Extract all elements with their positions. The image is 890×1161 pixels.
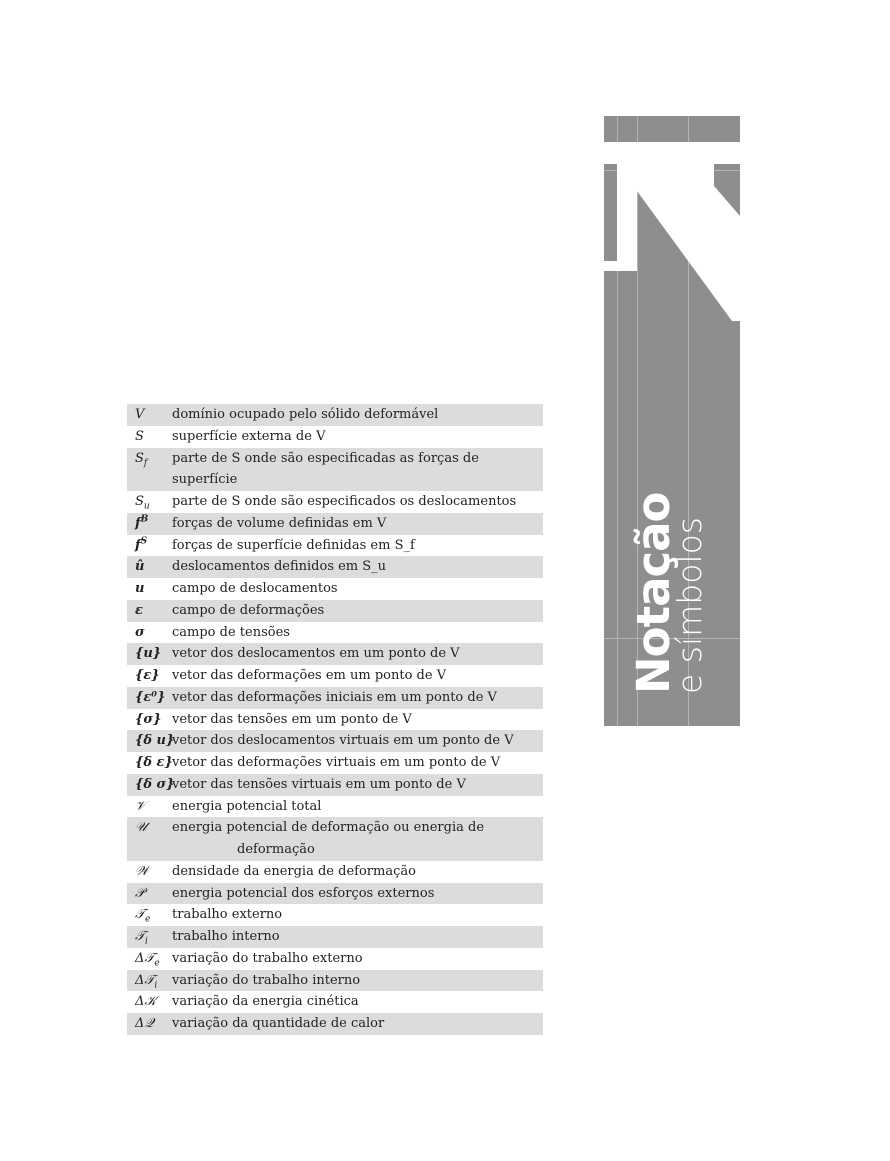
notation-description xyxy=(172,600,543,622)
symbol-subscript: u xyxy=(143,501,150,512)
description-text: vetor das deformações em um ponto de V xyxy=(172,668,447,683)
notation-row xyxy=(127,796,543,818)
description-text: campo de tensões xyxy=(172,624,290,640)
notation-description xyxy=(172,948,543,970)
description-text: parte de S onde são especificados os deslocamentos xyxy=(172,494,517,509)
symbol-base: {ε⁰} xyxy=(135,689,166,705)
notation-table xyxy=(127,404,543,1035)
description-text: vetor das tensões em um ponto de V xyxy=(172,711,412,727)
notation-description xyxy=(172,730,543,752)
symbol-subscript: i xyxy=(154,980,158,991)
notation-row xyxy=(127,1013,543,1035)
notation-row xyxy=(127,643,543,665)
notation-symbol xyxy=(127,643,172,665)
description-text: trabalho externo xyxy=(172,907,283,923)
symbol-superscript: B xyxy=(140,514,149,525)
description-text: parte de S onde são especificadas as forças de superfície xyxy=(172,450,479,488)
symbol-base: f xyxy=(135,537,141,553)
notation-symbol xyxy=(127,926,172,948)
notation-row xyxy=(127,861,543,883)
notation-row xyxy=(127,752,543,774)
symbol-base: Δ𝒯 xyxy=(135,950,155,966)
description-text: variação da quantidade de calor xyxy=(172,1016,385,1031)
description-text: variação do trabalho externo xyxy=(172,950,363,966)
symbol-base: S xyxy=(135,428,144,444)
notation-description xyxy=(172,883,543,905)
notation-row xyxy=(127,687,543,709)
notation-row xyxy=(127,556,543,578)
symbol-base: 𝒲 xyxy=(135,863,149,879)
notation-description xyxy=(172,513,543,535)
notation-row xyxy=(127,535,543,557)
symbol-base: u xyxy=(135,581,145,596)
description-text: vetor das deformações virtuais em um ponto de V xyxy=(172,755,501,770)
notation-row xyxy=(127,904,543,926)
notation-description xyxy=(172,752,543,774)
notation-description xyxy=(172,991,543,1013)
notation-row xyxy=(127,448,543,492)
notation-symbol xyxy=(127,556,172,578)
notation-symbol xyxy=(127,535,172,557)
notation-symbol xyxy=(127,426,172,448)
description-text: energia potencial total xyxy=(172,798,322,814)
description-text: vetor das deformações iniciais em um ponto de V xyxy=(172,689,497,705)
symbol-base: 𝒯 xyxy=(135,907,145,923)
symbol-base: {ε} xyxy=(135,668,160,683)
symbol-base: S xyxy=(135,494,144,509)
symbol-base: σ xyxy=(135,624,145,640)
notation-row xyxy=(127,622,543,644)
symbol-base: {σ} xyxy=(135,711,162,727)
chapter-title xyxy=(627,492,709,694)
description-text: vetor das tensões virtuais em um ponto de V xyxy=(172,776,466,792)
description-text: energia potencial dos esforços externos xyxy=(172,885,435,901)
notation-description xyxy=(172,578,543,600)
symbol-base: Δ𝒯 xyxy=(135,972,155,988)
notation-row xyxy=(127,513,543,535)
description-text: superfície externa de V xyxy=(172,428,326,444)
description-text: deslocamentos definidos em S_u xyxy=(172,559,387,575)
notation-symbol xyxy=(127,991,172,1013)
notation-symbol xyxy=(127,730,175,752)
notation-symbol xyxy=(127,904,172,926)
symbol-base: S xyxy=(135,450,144,466)
notation-symbol xyxy=(127,404,172,426)
symbol-base: Δ𝒬 xyxy=(135,1016,154,1031)
chapter-title-sub: e símbolos xyxy=(670,517,709,694)
symbol-subscript: e xyxy=(144,914,151,925)
notation-symbol xyxy=(127,883,172,905)
notation-description xyxy=(172,796,543,818)
symbol-subscript: f xyxy=(143,458,148,469)
notation-row xyxy=(127,578,543,600)
symbol-base: 𝒰 xyxy=(135,820,147,836)
notation-row xyxy=(127,709,543,731)
symbol-base: {δ σ} xyxy=(135,776,175,792)
description-text: variação do trabalho interno xyxy=(172,972,361,988)
notation-row xyxy=(127,491,543,513)
notation-symbol xyxy=(127,622,172,644)
symbol-base: f xyxy=(135,515,141,531)
notation-symbol xyxy=(127,665,172,687)
notation-symbol xyxy=(127,948,172,970)
notation-row xyxy=(127,991,543,1013)
notation-symbol xyxy=(127,774,175,796)
description-text: densidade da energia de deformação xyxy=(172,863,416,879)
notation-description xyxy=(172,904,543,926)
chapter-banner xyxy=(604,116,740,726)
notation-description xyxy=(172,448,543,492)
chapter-title-main: Notação xyxy=(627,492,680,694)
description-text: forças de superfície definidas em S_f xyxy=(172,537,415,553)
description-text: forças de volume definidas em V xyxy=(172,515,387,531)
notation-symbol xyxy=(127,1013,172,1035)
notation-row xyxy=(127,665,543,687)
notation-description xyxy=(172,970,543,992)
notation-symbol xyxy=(127,491,172,513)
description-text: campo de deslocamentos xyxy=(172,581,338,596)
notation-row xyxy=(127,404,543,426)
notation-description xyxy=(172,774,543,796)
notation-row xyxy=(127,730,543,752)
notation-symbol xyxy=(127,513,172,535)
notation-symbol xyxy=(127,817,172,861)
description-continuation: deformação xyxy=(237,842,315,857)
symbol-superscript: S xyxy=(140,536,148,547)
description-text: variação da energia cinética xyxy=(172,994,359,1010)
symbol-subscript: i xyxy=(144,936,148,947)
description-text: energia potencial de deformação ou energia de xyxy=(172,820,485,836)
notation-symbol xyxy=(127,578,172,600)
description-text: vetor dos deslocamentos em um ponto de V xyxy=(172,646,460,662)
notation-description xyxy=(172,687,543,709)
symbol-base: V xyxy=(135,407,145,422)
symbol-base: {δ ε} xyxy=(135,755,173,770)
symbol-subscript: e xyxy=(154,958,160,969)
notation-description xyxy=(172,404,543,426)
notation-row xyxy=(127,948,543,970)
notation-description xyxy=(172,709,543,731)
symbol-base: ε xyxy=(135,602,143,618)
symbol-base: {u} xyxy=(135,646,162,662)
notation-symbol xyxy=(127,448,172,492)
notation-symbol xyxy=(127,970,172,992)
description-text: domínio ocupado pelo sólido deformável xyxy=(172,407,439,422)
symbol-base: 𝒯 xyxy=(135,929,145,944)
notation-description xyxy=(172,861,543,883)
notation-description xyxy=(172,491,543,513)
description-text: vetor dos deslocamentos virtuais em um ponto de V xyxy=(172,733,514,749)
symbol-base: 𝒫 xyxy=(135,885,145,901)
symbol-base: 𝒱 xyxy=(135,798,146,814)
symbol-base: û xyxy=(135,559,145,575)
notation-description xyxy=(172,926,543,948)
notation-symbol xyxy=(127,796,172,818)
notation-symbol xyxy=(127,600,172,622)
notation-description xyxy=(172,1013,543,1035)
symbol-base: Δ𝒦 xyxy=(135,994,157,1010)
notation-symbol xyxy=(127,709,172,731)
notation-row xyxy=(127,926,543,948)
notation-row xyxy=(127,883,543,905)
notation-row xyxy=(127,817,543,861)
notation-symbol xyxy=(127,861,172,883)
notation-description xyxy=(172,426,543,448)
description-text: campo de deformações xyxy=(172,602,325,618)
notation-description xyxy=(172,665,543,687)
notation-description xyxy=(172,622,543,644)
description-text: trabalho interno xyxy=(172,929,280,944)
notation-description xyxy=(172,535,543,557)
notation-description xyxy=(172,817,543,861)
notation-row xyxy=(127,774,543,796)
notation-row xyxy=(127,426,543,448)
notation-description xyxy=(172,556,543,578)
notation-symbol xyxy=(127,752,172,774)
symbol-base: {δ u} xyxy=(135,733,175,749)
notation-description xyxy=(172,643,543,665)
notation-row xyxy=(127,600,543,622)
notation-symbol xyxy=(127,687,172,709)
notation-row xyxy=(127,970,543,992)
